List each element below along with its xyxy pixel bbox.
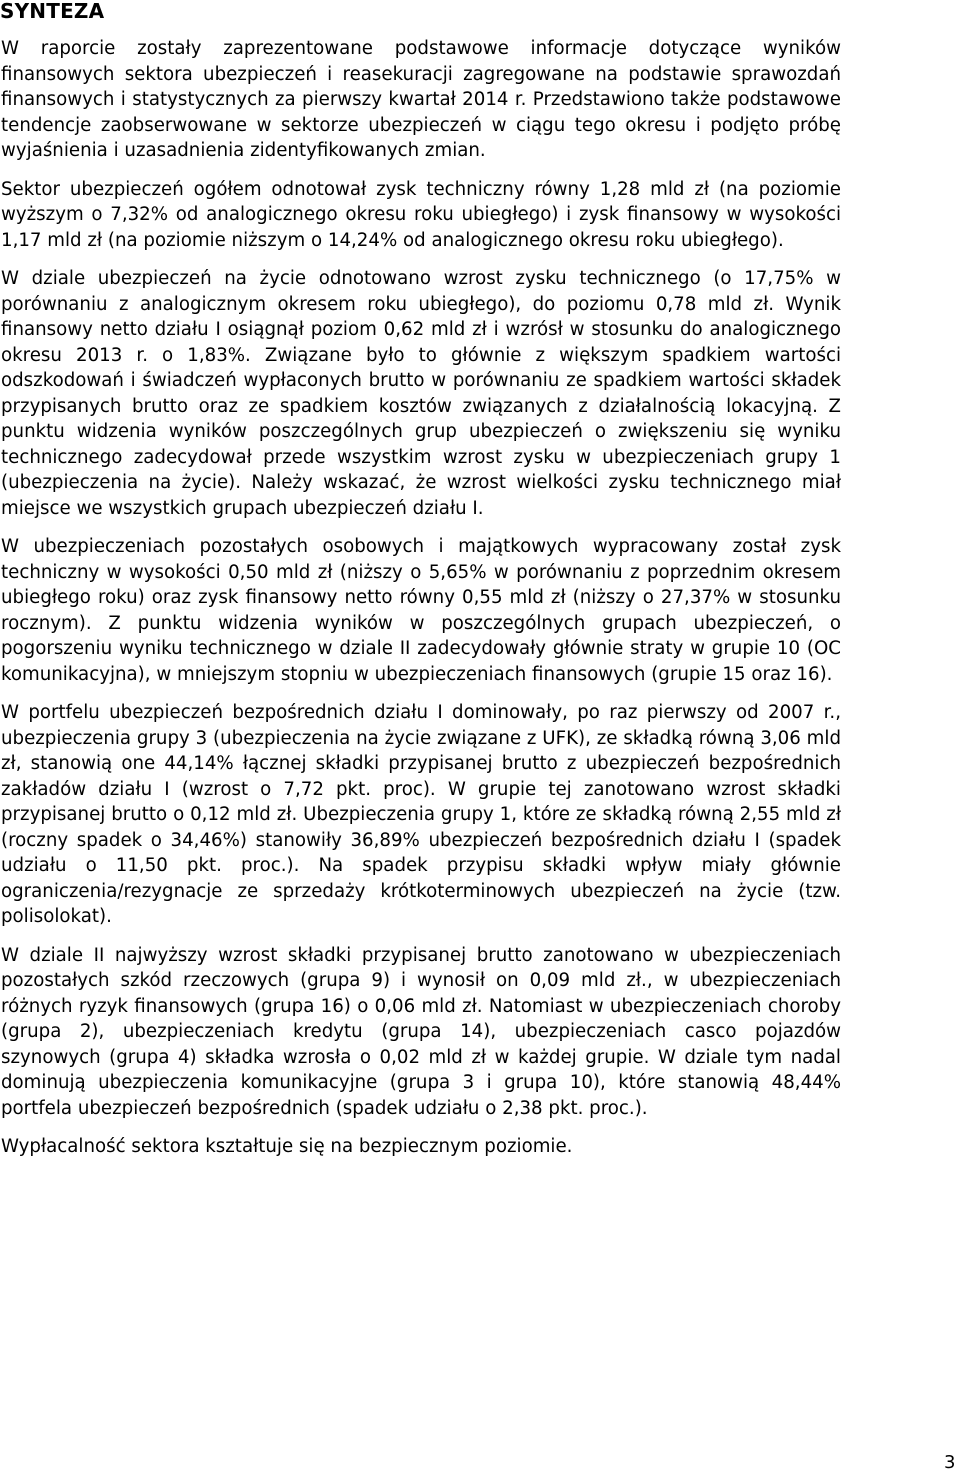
document-body bbox=[1, 36, 841, 1173]
paragraph-sector-results: Sektor ubezpieczeń ogółem odnotował zysk techniczny równy 1,28 mld zł (na poziomie wyższym o 7,32% od analogicznego okresu roku ubiegłego) i zysk finansowy w wysokości 1,17 mld zł (na poziomie niższym o 14,24% od analogicznego okresu roku ubiegłego). bbox=[1, 178, 841, 251]
paragraph-life-portfolio: W portfelu ubezpieczeń bezpośrednich działu I dominowały, po raz pierwszy od 2007 r., ubezpieczenia grupy 3 (ubezpieczenia na życie związane z UFK), ze składką równą 3,06 mld zł, stanowią one 44,14% łącznej składki przypisanej brutto z ubezpieczeń bezpośrednich zakładów działu I (wzrost o 7,72 pkt. proc). W grupie tej zanotowano wzrost składki przypisanej brutto o 0,12 mld zł. Ubezpieczenia grupy 1, które ze składką równą 2,55 mld zł (roczny spadek o 34,46%) stanowiły 36,89% ubezpieczeń bezpośrednich działu I (spadek udziału o 11,50 pkt. proc.). Na spadek przypisu składki wpływ miały głównie ograniczenia/rezygnacje ze sprzedaży krótkoterminowych ubezpieczeń na życie (tzw. polisolokat). bbox=[1, 702, 841, 927]
paragraph-non-life-insurance: W ubezpieczeniach pozostałych osobowych i majątkowych wypracowany został zysk techniczny w wysokości 0,50 mld zł (niższy o 5,65% w porównaniu z poprzednim okresem ubiegłego roku) oraz zysk finansowy netto równy 0,55 mld zł (niższy o 27,37% w stosunku rocznym). Z punktu widzenia wyników w poszczególnych grupach ubezpieczeń, o pogorszeniu wyniku technicznego w dziale II zadecydowały głównie straty w grupie 10 (OC komunikacyjna), w mniejszym stopniu w ubezpieczeniach finansowych (grupie 15 oraz 16). bbox=[1, 536, 841, 685]
paragraph-solvency: Wypłacalność sektora kształtuje się na bezpiecznym poziomie. bbox=[1, 1136, 573, 1157]
paragraph-non-life-portfolio: W dziale II najwyższy wzrost składki przypisanej brutto zanotowano w ubezpieczeniach pozostałych szkód rzeczowych (grupa 9) i wynosił on 0,09 mld zł., w ubezpieczeniach różnych ryzyk finansowych (grupa 16) o 0,06 mld zł. Natomiast w ubezpieczeniach choroby (grupa 2), ubezpieczeniach kredytu (grupa 14), ubezpieczeniach casco pojazdów szynowych (grupa 4) składka wzrosła o 0,02 mld zł w każdej grupie. W dziale tym nadal dominują ubezpieczenia komunikacyjne (grupa 3 i grupa 10), które stanowią 48,44% portfela ubezpieczeń bezpośrednich (spadek udziału o 2,38 pkt. proc.). bbox=[1, 944, 841, 1119]
paragraph-intro: W raporcie zostały zaprezentowane podstawowe informacje dotyczące wyników finansowych sektora ubezpieczeń i reasekuracji zagregowane na podstawie sprawozdań finansowych i statystycznych za pierwszy kwartał 2014 r. Przedstawiono także podstawowe tendencje zaobserwowane w sektorze ubezpieczeń w ciągu tego okresu i podjęto próbę wyjaśnienia i uzasadnienia zidentyfikowanych zmian. bbox=[1, 38, 841, 161]
page-number: 3 bbox=[944, 1452, 956, 1473]
paragraph-life-insurance: W dziale ubezpieczeń na życie odnotowano wzrost zysku technicznego (o 17,75% w porównaniu z analogicznym okresem roku ubiegłego), do poziomu 0,78 mld zł. Wynik finansowy netto działu I osiągnął poziom 0,62 mld zł i wzrósł w stosunku do analogicznego okresu 2013 r. o 1,83%. Związane było to głównie z większym spadkiem wartości odszkodowań i świadczeń wypłaconych brutto w porównaniu ze spadkiem wartości składek przypisanych brutto oraz ze spadkiem kosztów związanych z działalnością lokacyjną. Z punktu widzenia wyników poszczególnych grup ubezpieczeń o zwiększeniu się wyniku technicznego zadecydował przede wszystkim wzrost zysku w ubezpieczeniach grupy 1 (ubezpieczenia na życie). Należy wskazać, że wzrost wielkości zysku technicznego miał miejsce we wszystkich grupach ubezpieczeń działu I. bbox=[1, 268, 841, 519]
page-title: SYNTEZA bbox=[0, 0, 105, 23]
